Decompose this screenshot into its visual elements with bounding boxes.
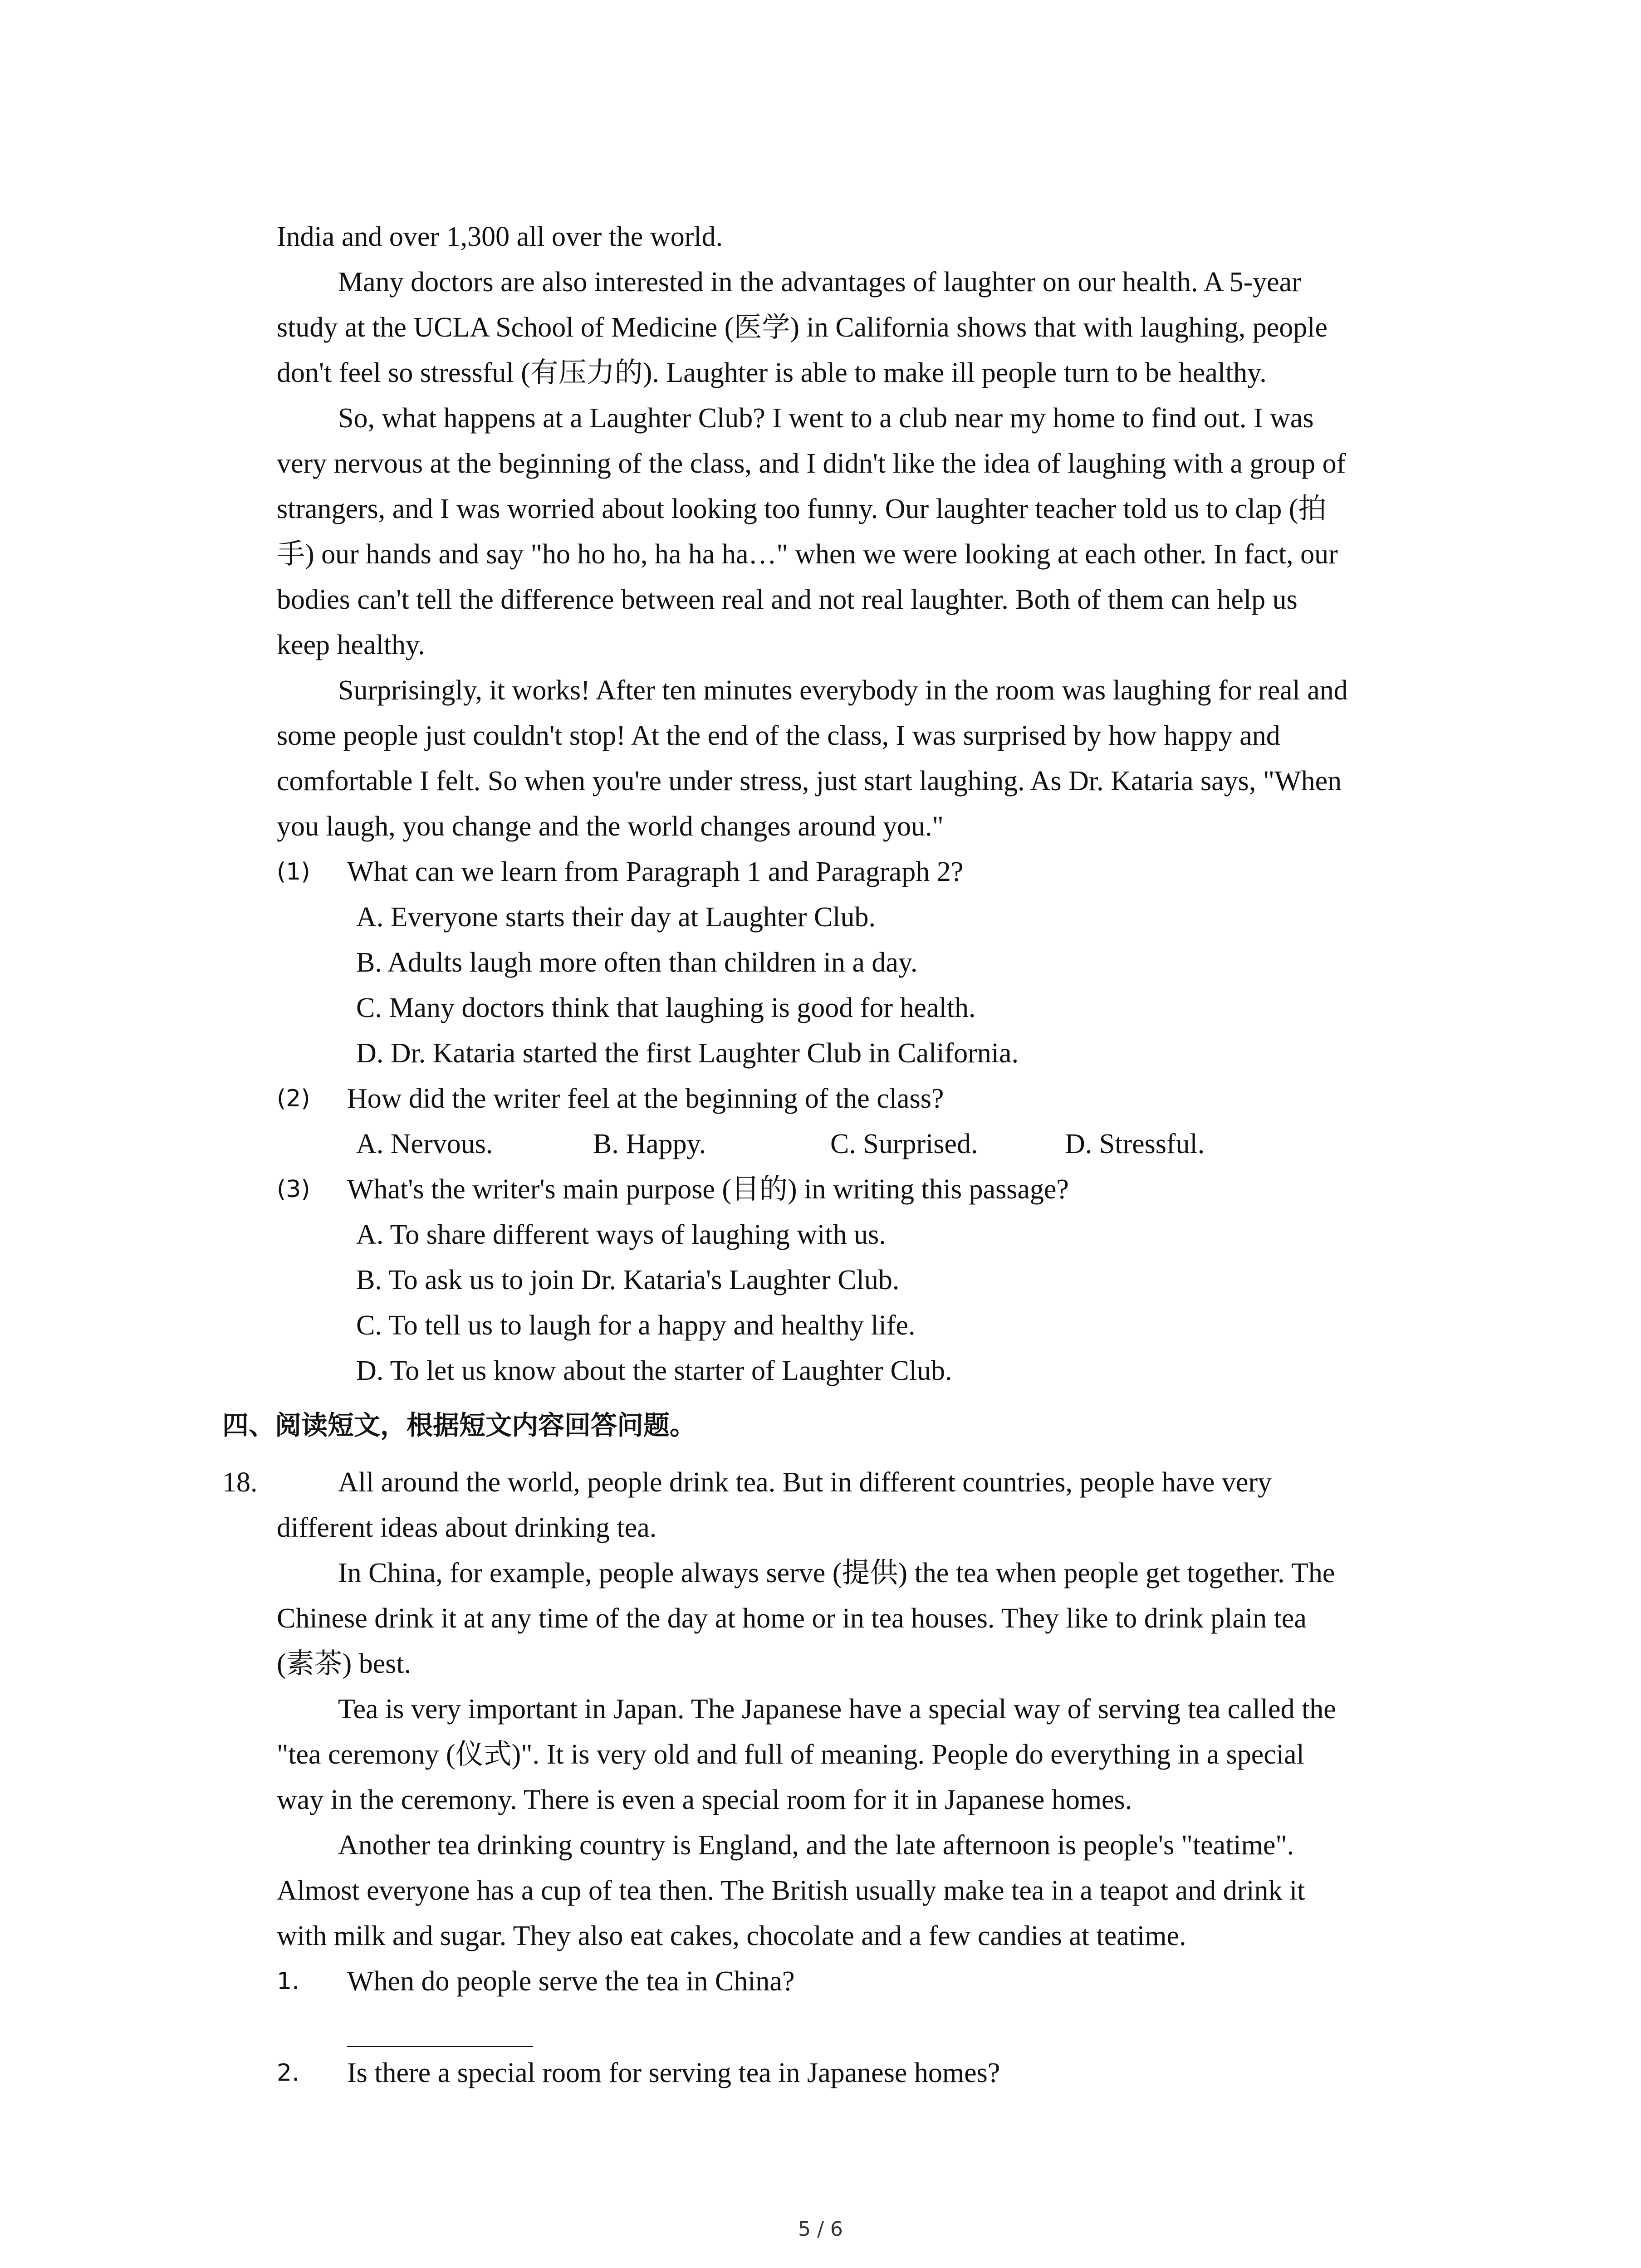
question-text: How did the writer feel at the beginning of the class? bbox=[347, 1083, 944, 1114]
answer-blank[interactable] bbox=[347, 2046, 533, 2047]
option-d[interactable]: D. Stressful. bbox=[1065, 1129, 1205, 1159]
option-b[interactable]: B. Adults laugh more often than children in a day. bbox=[356, 947, 918, 978]
passage-line: don't feel so stressful (有压力的). Laughter is able to make ill people turn to be healthy. bbox=[277, 357, 1267, 388]
question-number: (2) bbox=[277, 1085, 310, 1112]
question-text: Is there a special room for serving tea in Japanese homes? bbox=[347, 2058, 1000, 2088]
option-c[interactable]: C. Many doctors think that laughing is good for health. bbox=[356, 992, 976, 1023]
passage-line: (素茶) best. bbox=[277, 1648, 411, 1679]
passage-line: In China, for example, people always serve (提供) the tea when people get together. The bbox=[338, 1558, 1335, 1589]
passage-line: different ideas about drinking tea. bbox=[277, 1512, 657, 1543]
option-c[interactable]: C. Surprised. bbox=[830, 1129, 978, 1159]
passage-line: keep healthy. bbox=[277, 630, 425, 660]
passage-line: strangers, and I was worried about looking too funny. Our laughter teacher told us to clap (拍 bbox=[277, 494, 1327, 524]
question-text: What can we learn from Paragraph 1 and Paragraph 2? bbox=[347, 856, 964, 887]
option-c[interactable]: C. To tell us to laugh for a happy and healthy life. bbox=[356, 1310, 916, 1341]
passage-line: Surprisingly, it works! After ten minutes everybody in the room was laughing for real and bbox=[338, 675, 1348, 706]
option-b[interactable]: B. Happy. bbox=[593, 1129, 706, 1159]
section-heading: 四、阅读短文，根据短文内容回答问题。 bbox=[222, 1410, 696, 1441]
question-number: (1) bbox=[277, 858, 310, 885]
passage-line: study at the UCLA School of Medicine (医学) in California shows that with laughing, people bbox=[277, 312, 1328, 343]
page-number: 5 / 6 bbox=[798, 2218, 843, 2241]
question-number: 2. bbox=[277, 2059, 299, 2087]
passage-line: comfortable I felt. So when you're under stress, just start laughing. As Dr. Kataria says, "When bbox=[277, 766, 1342, 797]
passage-line: All around the world, people drink tea. But in different countries, people have very bbox=[338, 1467, 1272, 1498]
passage-line: "tea ceremony (仪式)". It is very old and full of meaning. People do everything in a special bbox=[277, 1739, 1304, 1770]
option-d[interactable]: D. To let us know about the starter of Laughter Club. bbox=[356, 1355, 952, 1386]
passage-line: with milk and sugar. They also eat cakes, chocolate and a few candies at teatime. bbox=[277, 1921, 1186, 1951]
passage-line: Many doctors are also interested in the advantages of laughter on our health. A 5-year bbox=[338, 267, 1301, 298]
passage-line: Almost everyone has a cup of tea then. The British usually make tea in a teapot and drink it bbox=[277, 1875, 1305, 1906]
passage-line: Chinese drink it at any time of the day at home or in tea houses. They like to drink plain tea bbox=[277, 1603, 1307, 1634]
passage-line: Another tea drinking country is England, and the late afternoon is people's "teatime". bbox=[338, 1830, 1294, 1861]
passage-line: way in the ceremony. There is even a special room for it in Japanese homes. bbox=[277, 1784, 1132, 1815]
question-text: When do people serve the tea in China? bbox=[347, 1966, 795, 1997]
passage-line: very nervous at the beginning of the class, and I didn't like the idea of laughing with a group of bbox=[277, 448, 1346, 479]
option-a[interactable]: A. To share different ways of laughing with us. bbox=[356, 1219, 886, 1250]
option-d[interactable]: D. Dr. Kataria started the first Laughter Club in California. bbox=[356, 1038, 1019, 1069]
option-a[interactable]: A. Nervous. bbox=[356, 1129, 493, 1159]
passage-line: So, what happens at a Laughter Club? I went to a club near my home to find out. I was bbox=[338, 403, 1314, 434]
passage-line: 手) our hands and say "ho ho ho, ha ha ha…" when we were looking at each other. In fact, our bbox=[277, 539, 1338, 570]
question-text: What's the writer's main purpose (目的) in writing this passage? bbox=[347, 1174, 1069, 1205]
passage-line: some people just couldn't stop! At the end of the class, I was surprised by how happy and bbox=[277, 720, 1280, 751]
question-number: 1. bbox=[277, 1968, 299, 1995]
option-a[interactable]: A. Everyone starts their day at Laughter Club. bbox=[356, 902, 876, 933]
passage-line: bodies can't tell the difference between real and not real laughter. Both of them can help us bbox=[277, 584, 1298, 615]
question-number: 18. bbox=[222, 1467, 258, 1498]
option-b[interactable]: B. To ask us to join Dr. Kataria's Laughter Club. bbox=[356, 1265, 900, 1295]
passage-line: you laugh, you change and the world changes around you." bbox=[277, 811, 944, 842]
passage-line: India and over 1,300 all over the world. bbox=[277, 221, 723, 252]
passage-line: Tea is very important in Japan. The Japanese have a special way of serving tea called the bbox=[338, 1694, 1336, 1725]
question-number: (3) bbox=[277, 1176, 310, 1203]
